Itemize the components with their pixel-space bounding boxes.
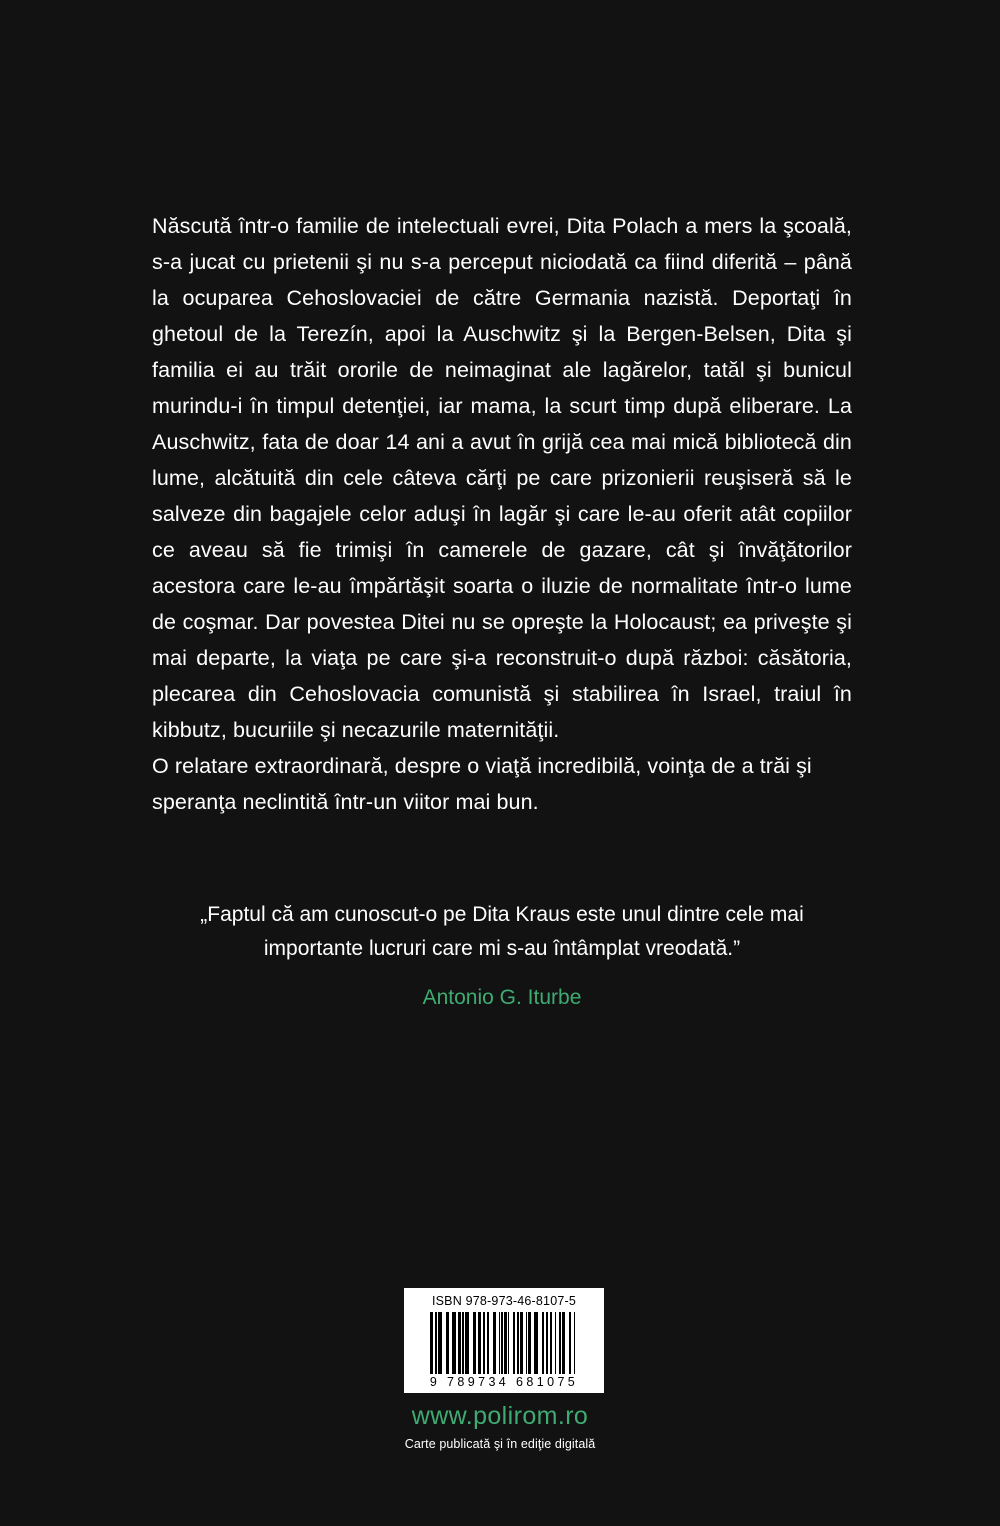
barcode-digits: 9 789734 681075	[429, 1375, 579, 1389]
blurb-text	[152, 208, 852, 820]
quote-text: „Faptul că am cunoscut-o pe Dita Kraus este unul dintre cele mai importante lucruri care mi s-au întâmplat vreodată.”	[200, 903, 804, 960]
endorsement-quote	[152, 898, 852, 1010]
publisher-website[interactable]: www.polirom.ro	[411, 1402, 589, 1430]
isbn-barcode-block	[404, 1288, 604, 1393]
blurb-paragraph-1: Născută într-o familie de intelectuali evrei, Dita Polach a mers la şcoală, s-a jucat cu prietenii şi nu s-a perceput niciodată ca fiind diferită – până la ocuparea Cehoslovaciei de către Germania nazistă. Deportaţi în ghetoul de la Terezín, apoi la Auschwitz şi la Bergen-Belsen, Dita şi familia ei au trăit ororile de neimaginat ale lagărelor, tatăl şi bunicul murindu-i în timpul detenţiei, iar mama, la scurt timp după eliberare. La Auschwitz, fata de doar 14 ani a avut în grijă cea mai mică bibliotecă din lume, alcătuită din cele câteva cărţi pe care prizonierii reuşiseră să le salveze din bagajele celor aduşi în lagăr şi care le-au oferit atât copiilor ce aveau să fie trimişi în camerele de gazare, cât şi învăţătorilor acestora care le-au împărtăşit soarta o iluzie de normalitate într-o lume de coşmar. Dar povestea Ditei nu se opreşte la Holocaust; ea priveşte şi mai departe, la viaţa pe care şi-a reconstruit-o după război: căsătoria, plecarea din Cehoslovacia comunistă şi stabilirea în Israel, traiul în kibbutz, bucuriile şi necazurile maternităţii.	[152, 214, 852, 742]
quote-author: Antonio G. Iturbe	[422, 986, 582, 1009]
blurb-paragraph-2: O relatare extraordinară, despre o viaţă incredibilă, voinţa de a trăi şi speranţa neclintită într-un viitor mai bun.	[152, 754, 812, 814]
isbn-label: ISBN 978-973-46-8107-5	[431, 1294, 577, 1308]
digital-edition-note: Carte publicată şi în ediţie digitală	[404, 1437, 596, 1451]
barcode-bars	[412, 1312, 596, 1374]
